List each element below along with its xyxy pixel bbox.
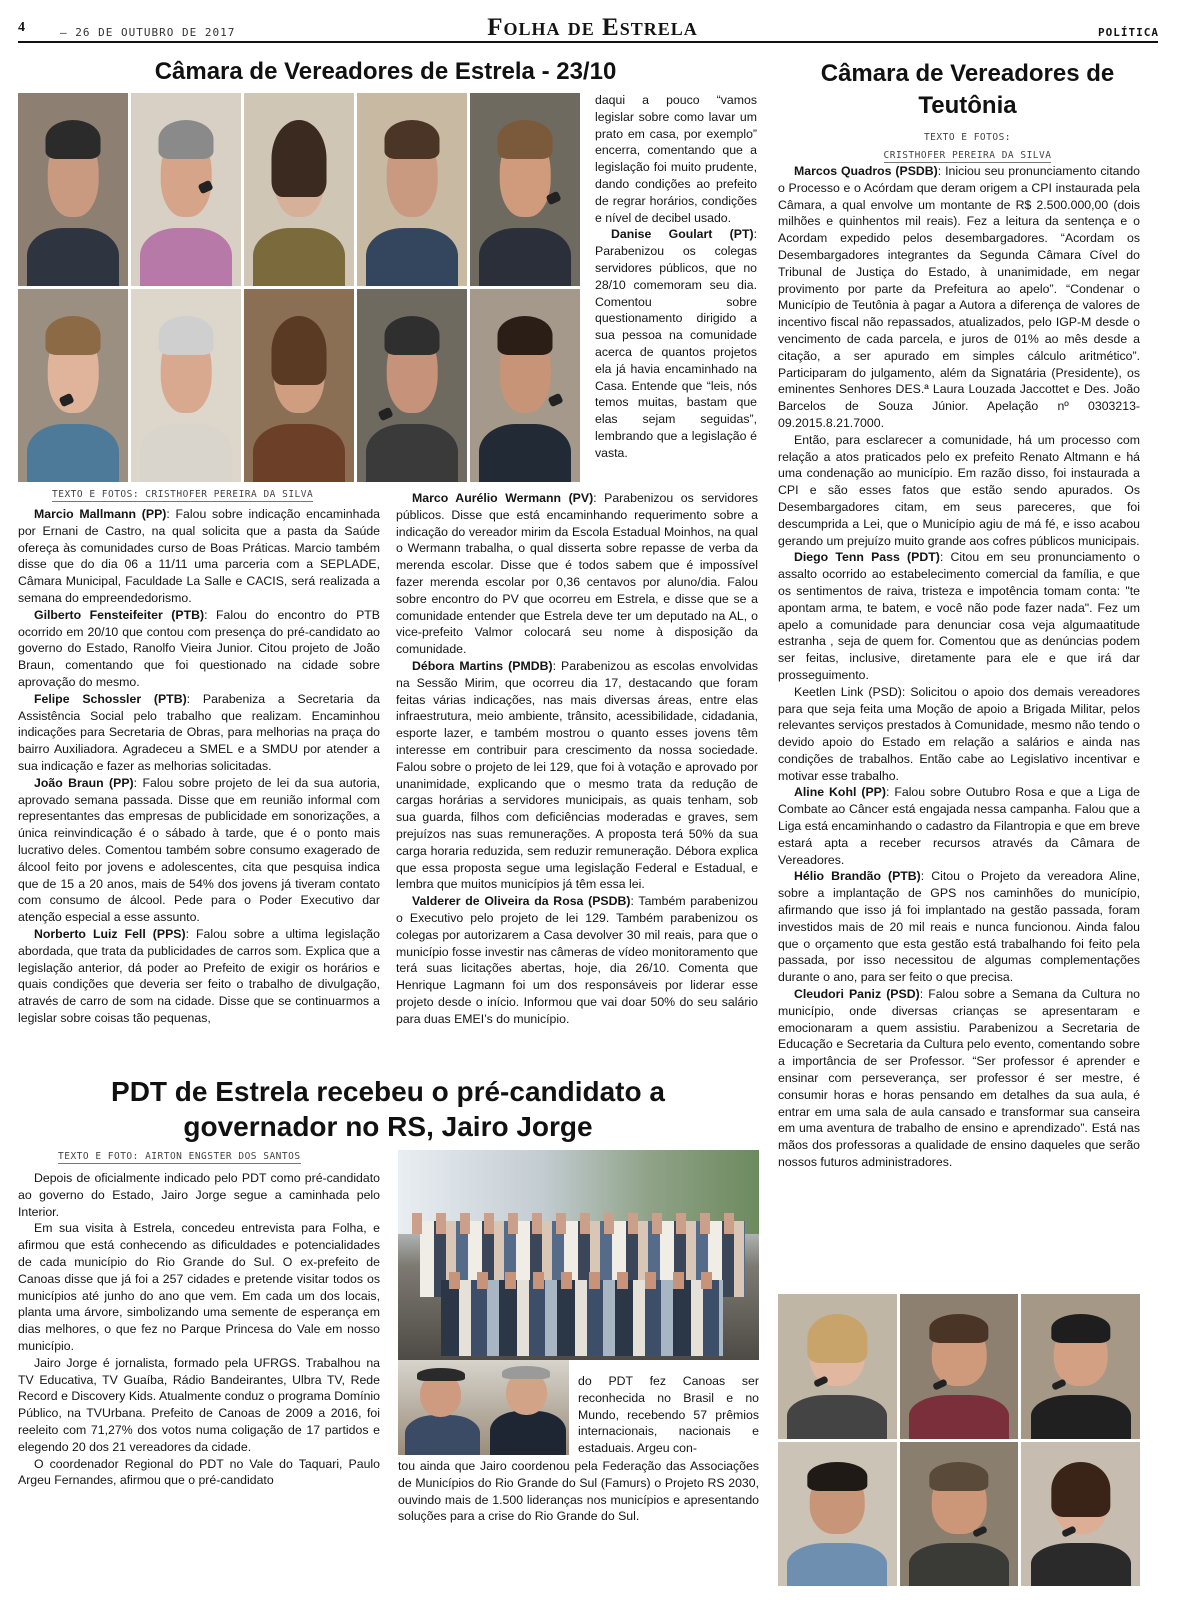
paragraph: Marcio Mallmann (PP): Falou sobre indicação encaminhada por Ernani de Castro, na qual solicita que a pasta da Saúde ofereça às comunidades curso de Boas Práticas. Marcio também disse que do dia 06 a 11/11 uma parceria com a SEPLADE, Câmara Municipal, Faculdade La Salle e CACIS, será realizada a semana do empreendedorismo.	[18, 507, 380, 605]
estrela-photo-grid	[18, 93, 580, 482]
paragraph: Diego Tenn Pass (PDT): Citou em seu pronunciamento o assalto ocorrido ao estabelecimento comercial da família, e que os sentimentos de raiva, tristeza e impotência tomam conta: "te apontam arma, te batem, e você não pode fazer nada". Fez um apelo a comunidade para denunciar cosa veja algumaatitude estranha , seja de quem for. Comentou que as denúncias podem ser feitas, inclusive, diretamente para ele e que irá dar prosseguimento.	[778, 550, 1140, 682]
estrela-column-3-top	[595, 92, 757, 492]
estrela-column-1	[18, 506, 380, 1058]
councillor-photo	[1021, 1294, 1140, 1439]
councillor-photo	[778, 1294, 897, 1439]
councillor-photo	[244, 93, 354, 286]
councillor-photo	[18, 289, 128, 482]
paragraph: Norberto Luiz Fell (PPS): Falou sobre a ultima legislação abordada, que trata da publicidades de carros som. Explica que a legislação anterior, dá poder ao Prefeito de exigir os horários e quais condições que deveria ser feito o trabalho de divulgação, através de carro de som na cidade. Disse que se continuarmos a legislar sobre coisas tão pequenas,	[18, 926, 380, 1025]
councillor-photo	[1021, 1442, 1140, 1587]
header-rule	[18, 41, 1158, 43]
councillor-photo	[470, 289, 580, 482]
paragraph: Hélio Brandão (PTB): Citou o Projeto da vereadora Aline, sobre a implantação de GPS nos caminhões do município, afirmando que isso já foi implantado na gestão passada, foram investidos mais de 20 mil reais e nunca funcionou. Ainda falou que o orçamento que esta gestão está trabalhando foi feito pela passada, por isso necessitou de algumas complementações durante o ano, para ser feito o que precisa.	[778, 869, 1140, 985]
newspaper-title: Folha de Estrela	[487, 14, 698, 41]
councillor-photo	[131, 289, 241, 482]
paragraph: Gilberto Fensteifeiter (PTB): Falou do encontro do PTB ocorrido em 20/10 que contou com presença do pré-candidato ao governo do Estado, Ranolfo Vieira Junior. Citou projeto de João Braun, comentando que foi questionado na cidade sobre aprovação do mesmo.	[18, 607, 380, 689]
paragraph: Marco Aurélio Wermann (PV): Parabenizou os servidores públicos. Disse que está encaminhando requerimento sobre a indicação do vereador mirim da Escola Estadual Moinhos, na qual o Wermann trabalha, o qual disserta sobre repasse de verba da merenda escolar. Disse que é todos sabem que é impossível fazer merenda escolar por 0,36 centavos por aluno/dia. Falou sobre encontro do PV que ocorreu em Estrela, e disse que se a comunidade entender que Estrela deve ter um deputado na AL, o vice-prefeito Valmor colocará seu nome à disposição da comunidade.	[396, 491, 758, 657]
paragraph: Aline Kohl (PP): Falou sobre Outubro Rosa e que a Liga de Combate ao Câncer está engajada nessa campanha. Falou que a Liga está encaminhando o cadastro da Filantropia e que em breve estará apta a receber recursos através da Câmara de Vereadores.	[778, 785, 1140, 867]
councillor-photo	[18, 93, 128, 286]
page-number: 4	[18, 20, 25, 35]
estrela-column-2	[396, 490, 758, 1060]
pdt-group-photo	[398, 1150, 759, 1360]
councillor-photo	[131, 93, 241, 286]
pdt-credit: TEXTO E FOTO: AIRTON ENGSTER DOS SANTOS	[58, 1151, 301, 1162]
paragraph: daqui a pouco “vamos legislar sobre como lavar um prato em casa, por exemplo” encerra, comentando que a legislação foi muito prudente, dando condições ao prefeito de regrar horários, condições e nível de decibel usado.	[595, 93, 757, 225]
teutonia-photo-grid	[778, 1294, 1140, 1586]
paragraph: Cleudori Paniz (PSD): Falou sobre a Semana da Cultura no município, onde diversas crianças se apresentaram e emocionaram a quem assistiu. Parabenizou a Secretaria de Educação e Secretaria da Cultura pelo evento, comentando sobre a importância de ser Professor. “Ser professor é aprender e ensinar com perseverança, ser professor é ser mestre, é consumir horas e horas pensando em detalhes da sua aula, é entrar em uma sala de aula cansado e transformar sua canseira em uma aventura de trabalho de ensino e aprendizado”. Está nas mãos dos professoras a qualidade de ensino daqueles que serão nossos futuros administradores.	[778, 987, 1140, 1170]
teutonia-credit-line2: CRISTHOFER PEREIRA DA SILVA	[883, 150, 1052, 161]
councillor-photo	[778, 1442, 897, 1587]
paragraph: do PDT fez Canoas ser reconhecida no Brasil e no Mundo, recebendo 57 prêmios internacionais, nacionais e estaduais. Argeu con-	[578, 1374, 759, 1456]
teutonia-credit-line1: TEXTO E FOTOS:	[923, 132, 1012, 143]
paragraph: Jairo Jorge é jornalista, formado pela UFRGS. Trabalhou na TV Educativa, TV Guaíba, Rádio Bandeirantes, Ulbra TV, Rede Record e Discovery Kids. Atualmente conduz o programa Domínio Público, na TVUrbana. Prefeito de Canoas de 2009 a 2016, foi reeleito com 71,27% dos votos numa coligação de 17 partidos e elegendo 20 dos 21 vereadores da cidade.	[18, 1355, 380, 1454]
paragraph: Valderer de Oliveira da Rosa (PSDB): Também parabenizou o Executivo pelo projeto de lei 129. Também parabenizou os colegas por autorizarem a Casa devolver 30 mil reais, para que o município fosse investir nas câmeras de vídeo monitoramento que terá suas licitações abertas, hoje, dia 26/10. Comenta que Henrique Lagmann foi um dos responsáveis por liderar esse projeto desde o início. Informou que vai doar 50% do seu salário para duas EMEI’s do município.	[396, 894, 758, 1026]
estrela-credit: TEXTO E FOTOS: CRISTHOFER PEREIRA DA SILVA	[52, 489, 314, 500]
paragraph: O coordenador Regional do PDT no Vale do Taquari, Paulo Argeu Fernandes, afirmou que o pré-candidato	[18, 1456, 380, 1488]
paragraph: tou ainda que Jairo coordenou pela Federação das Associações de Municípios do Rio Grande do Sul (Famurs) o Projeto RS 2030, ouvindo mais de 1.500 lideranças nos municípios e apresentando soluções para a crise do Rio Grande do Sul.	[398, 1459, 759, 1524]
teutonia-credit	[775, 127, 1160, 163]
paragraph: Keetlen Link (PSD): Solicitou o apoio dos demais vereadores para que seja feita uma Moção de apoio a Brigada Militar, pelos relevantes serviços prestados à Comunidade, mesmo não tendo o devido apoio do Estado em relação a salários e ainda nas condições de trabalhos. Então cabe ao Legislativo incentivar e motivar esse trabalho.	[778, 684, 1140, 783]
paragraph: Marcos Quadros (PSDB): Iniciou seu pronunciamento citando o Processo e o Acórdam que deram origem a CPI instaurada pela Câmara, a qual envolve um montante de R$ 2.500.000,00 (dois milhões e quinhentos mil reais). Fez a leitura da sentença e o Acordam expedido pelos desembargadores. “Acordam os Desembargadores integrantes da Segunda Câmara Cível do Tribunal de Justiça do Estado, à unanimidade, em negar provimento por parte da Prefeitura ao apelo”. “Condenar o Município de Teutônia à pagar a Autora a diferença de valores de incentivo fiscal não repassados, atualizados, pelo IGP-M desde o vencimento de cada parcela, e juros de 01% ao mês desde a citação, a ser apurado em simples cálculo aritmético”. Participaram do julgamento, além da Signatária (Presidente), os eminentes Senhores DES.ª Laura Louzada Jaccottet e Des. João Barcelos de Souza Júnior. Apelação nº 0303213-09.2015.8.21.7000.	[778, 164, 1140, 430]
councillor-photo	[244, 289, 354, 482]
paragraph: Débora Martins (PMDB): Parabenizou as escolas envolvidas na Sessão Mirim, que ocorreu dia 17, destacando que foram feitas várias indicações, nas mais diversas áreas, entre elas infraestrutura, meio ambiente, trânsito, acessibilidade, cidadania, esporte lazer, e também mostrou o quanto esses jovens têm interesse em contribuir para crescimento da nossa sociedade. Falou sobre o projeto de lei 129, que foi à votação e aprovado por unanimidade, explicando que o mesmo trata da redução de cargas horárias a servidores municipais, as quais tenham, sob sua guarda, filhos com deficiências moderadas e graves, sem prejuízos nas suas remunerações. A proposta terá 50% da sua carga horaria reduzida, sem reduzir remuneração. Débora explica que essa proposta segue uma legislação Federal e Estadual, e lembra que muitos municípios já têm essa lei.	[396, 658, 758, 892]
paragraph: João Braun (PP): Falou sobre projeto de lei da sua autoria, aprovado semana passada. Disse que em reunião informal com representantes das empresas de publicidade em sonorizações, a única reinvindicação é o sábado à tarde, que é o ponto mais lucrativo deles. Comentou também sobre consumo exagerado de álcool feito por jovens e adolescentes, cita que pesquisa indica que de 15 a 20 anos, mais de 54% dos jovens já tiveram contato com consumo de álcool. Pede para o Poder Executivo dar atenção especial a esse assunto.	[18, 775, 380, 925]
councillor-photo	[900, 1442, 1019, 1587]
councillor-photo	[470, 93, 580, 286]
issue-date: – 26 DE OUTUBRO DE 2017	[60, 26, 236, 39]
councillor-photo	[357, 93, 467, 286]
teutonia-column	[778, 163, 1140, 1289]
paragraph: Depois de oficialmente indicado pelo PDT como pré-candidato ao governo do Estado, Jairo Jorge segue a caminhada pelo Interior.	[18, 1171, 380, 1219]
pdt-headline-line1: PDT de Estrela recebeu o pré-candidato a	[111, 1076, 665, 1107]
paragraph: Em sua visita à Estrela, concedeu entrevista para Folha, e afirmou que está conhecendo as dificuldades e potencialidades de cada município do Rio Grande do Sul. O ex-prefeito de Canoas disse que já foi a 257 cidades e pretende visitar todos os municípios até junho do ano que vem. Em cada um dos locais, planta uma árvore, simbolizando uma semente de esperança em dias melhores, o que fez no Parque Princesa do Vale em nosso município.	[18, 1221, 380, 1353]
paragraph: Então, para esclarecer a comunidade, há um processo com relação a atos praticados pelo ex prefeito Renato Altmann e há uma condenação ao município. Em razão disso, foi instaurada a CPI e são esses fatos que estão sendo apurados. Os Desembargadores citam, em seus pareceres, que foi descumprida a Lei, que o Município agiu de má fé, e isso acabou gerando um prejuízo muito grande aos cofres públicos municipais.	[778, 432, 1140, 548]
pdt-column-2-bottom	[398, 1458, 759, 1578]
councillor-photo	[357, 289, 467, 482]
councillor-photo	[900, 1294, 1019, 1439]
teutonia-headline: Câmara de Vereadores de Teutônia	[820, 60, 1115, 119]
section-label: POLÍTICA	[1098, 26, 1159, 39]
paragraph: Felipe Schossler (PTB): Parabeniza a Secretaria da Assistência Social pelo trabalho que realizam. Encaminhou indicações para Secretaria de Obras, para melhorias na praça do bairro Auxiliadora. Agradeceu a SMEL e a SMDU por atender a sua indicação e fazer as melhorias solicitadas.	[18, 691, 380, 773]
estrela-headline: Câmara de Vereadores de Estrela - 23/10	[154, 58, 617, 85]
pdt-headline	[18, 1074, 758, 1144]
pdt-column-2-side	[578, 1373, 759, 1458]
pdt-inset-photo	[398, 1360, 569, 1455]
paragraph: Danise Goulart (PT): Parabenizou os colegas servidores públicos, que no 28/10 comemoram seu dia. Comentou sobre questionamento dirigido a sua pessoa na comunidade acerca de quantos projetos ela já havia encaminhado na Casa. Entende que “leis, nós temos muitas, bastam que elas sejam seguidas”, lembrando que a legislação é vasta.	[595, 227, 757, 460]
pdt-column-1	[18, 1170, 380, 1590]
pdt-headline-line2: governador no RS, Jairo Jorge	[183, 1111, 593, 1142]
